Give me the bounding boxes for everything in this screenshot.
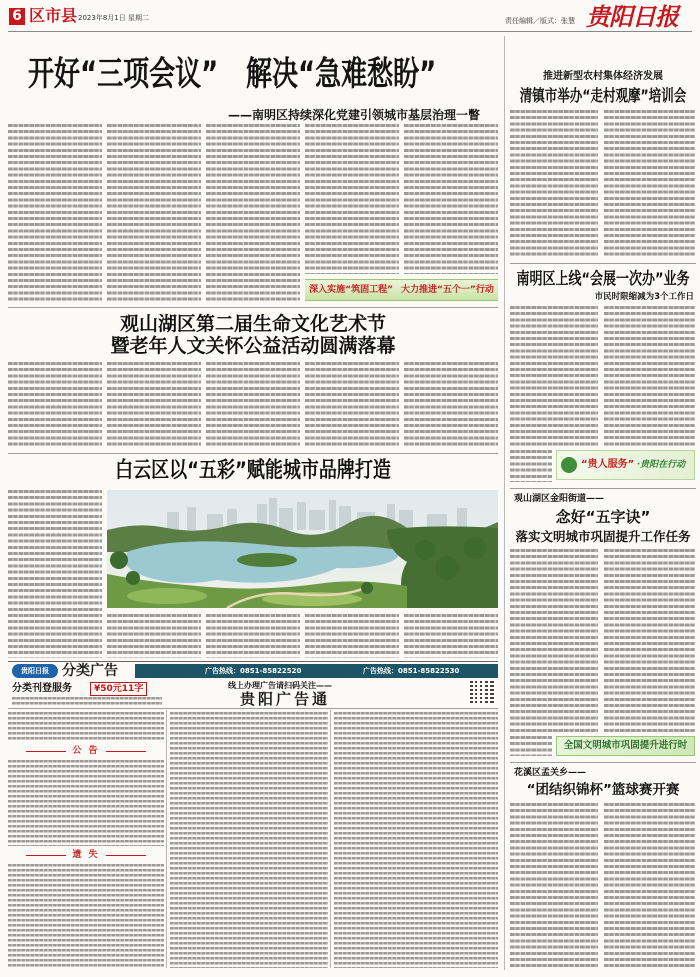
lead-headline-part2: 解决“急难愁盼” <box>246 55 437 94</box>
classifieds-hotline-2: 广告热线：0851-85822530 <box>363 667 460 675</box>
guanshanhu-headline-line2: 暨老年人文关怀公益活动圆满落幕 <box>110 335 396 357</box>
jinyang-headline-line2: 落实文明城市巩固提升工作任务 <box>515 529 691 544</box>
article-text-column <box>107 362 201 448</box>
classifieds-column-rule <box>330 710 331 968</box>
nanming-headline: 南明区上线“会展一次办”业务 <box>516 270 690 289</box>
civic-campaign-banner: 全国文明城市巩固提升进行时 <box>556 736 695 756</box>
article-text-column <box>206 124 300 302</box>
header-rule <box>8 31 692 32</box>
article-text-column <box>305 614 399 658</box>
classifieds-scan-brand: 贵阳广告通 <box>240 690 331 708</box>
article-text-column <box>206 614 300 658</box>
article-text-column <box>604 549 695 732</box>
article-text-column <box>107 614 201 658</box>
classifieds-service-details <box>12 697 162 705</box>
classifieds-hotline-bar <box>135 664 498 678</box>
article-text-column <box>107 124 201 302</box>
section-rule <box>8 453 498 454</box>
qr-code-icon <box>470 681 494 705</box>
article-text-column <box>604 110 695 256</box>
editor-credit: 责任编辑／版式：张慧 <box>505 17 575 25</box>
article-text-column <box>510 549 598 732</box>
article-text-column <box>404 362 498 448</box>
classified-listing <box>8 760 164 846</box>
classifieds-rule <box>8 708 498 709</box>
article-text-column <box>8 124 102 302</box>
section-rule <box>8 307 498 308</box>
photo-island <box>237 553 297 567</box>
service-ad-logo-icon <box>561 457 577 473</box>
huaxi-headline: “团结织锦杯”篮球赛开赛 <box>526 782 680 798</box>
article-text-column <box>8 490 102 658</box>
photo-baiyun-park <box>107 490 498 608</box>
classified-listing <box>334 712 498 968</box>
classifieds-brand-logo: 贵阳日报 <box>12 664 58 678</box>
article-text-column <box>604 803 695 968</box>
photo-grass-patch <box>127 588 207 604</box>
article-text-column <box>604 306 695 446</box>
qingzhen-headline: 清镇市举办“走村观摩”培训会 <box>519 86 687 105</box>
section-rule <box>510 488 696 489</box>
classifieds-title: 分类广告 <box>62 663 118 679</box>
classifieds-hotline-1: 广告热线：0851-85822520 <box>205 667 302 675</box>
article-text-column <box>510 306 598 446</box>
classifieds-scan-prompt: 线上办理广告请扫码关注—— <box>228 681 332 690</box>
article-text-column <box>305 124 399 274</box>
page-number-badge: 6 <box>9 8 25 25</box>
promo-banner-right: 大力推进“五个一”行动 <box>401 285 494 295</box>
article-text-column <box>510 110 598 256</box>
service-ad-slogan: ·贵阳在行动 <box>637 460 686 470</box>
service-ad-brand: “贵人服务” <box>581 459 635 470</box>
article-text-column <box>8 362 102 448</box>
classified-listing <box>8 864 164 968</box>
jinyang-headline-line1: 念好“五字诀” <box>555 508 651 526</box>
nanming-subhead: 市民时限缩减为3个工作日 <box>594 292 694 302</box>
classifieds-column-rule <box>166 710 167 968</box>
article-text-column <box>510 450 552 482</box>
section-name: 区市县 <box>29 6 78 25</box>
masthead-logo: 贵阳日报 <box>586 2 678 31</box>
article-text-column <box>510 803 598 968</box>
article-text-column <box>305 362 399 448</box>
section-rule <box>8 661 498 662</box>
classifieds-service-label: 分类刊登服务 <box>12 683 72 694</box>
classified-listing <box>170 712 328 968</box>
guanshanhu-headline-line1: 观山湖区第二届生命文化艺术节 <box>119 313 386 335</box>
service-ad-banner <box>556 450 695 480</box>
lead-headline-part1: 开好“三项会议” <box>28 55 219 94</box>
classifieds-section-lost: 遗 失 <box>8 849 164 861</box>
issue-date: 2023年8月1日 星期二 <box>78 14 149 22</box>
section-rule <box>510 762 696 763</box>
article-text-column <box>404 124 498 274</box>
lead-subhead: ——南明区持续深化党建引领城市基层治理一瞥 <box>228 108 481 122</box>
classifieds-price: ¥50元11字 <box>90 682 147 696</box>
huaxi-kicker: 花溪区孟关乡—— <box>514 768 587 778</box>
article-text-column <box>404 614 498 658</box>
article-text-column <box>510 736 552 756</box>
classifieds-section-notice: 公 告 <box>8 745 164 757</box>
article-text-column <box>206 362 300 448</box>
park-photo-illustration <box>107 490 498 608</box>
baiyun-headline: 白云区以“五彩”赋能城市品牌打造 <box>115 458 391 484</box>
column-separator <box>504 36 505 970</box>
classified-listing <box>8 712 164 742</box>
section-rule <box>510 263 696 264</box>
promo-banner-left: 深入实施“筑固工程” <box>309 285 393 295</box>
qingzhen-kicker: 推进新型农村集体经济发展 <box>543 71 663 82</box>
promo-banner <box>305 279 498 301</box>
jinyang-kicker: 观山湖区金阳街道—— <box>514 494 605 504</box>
